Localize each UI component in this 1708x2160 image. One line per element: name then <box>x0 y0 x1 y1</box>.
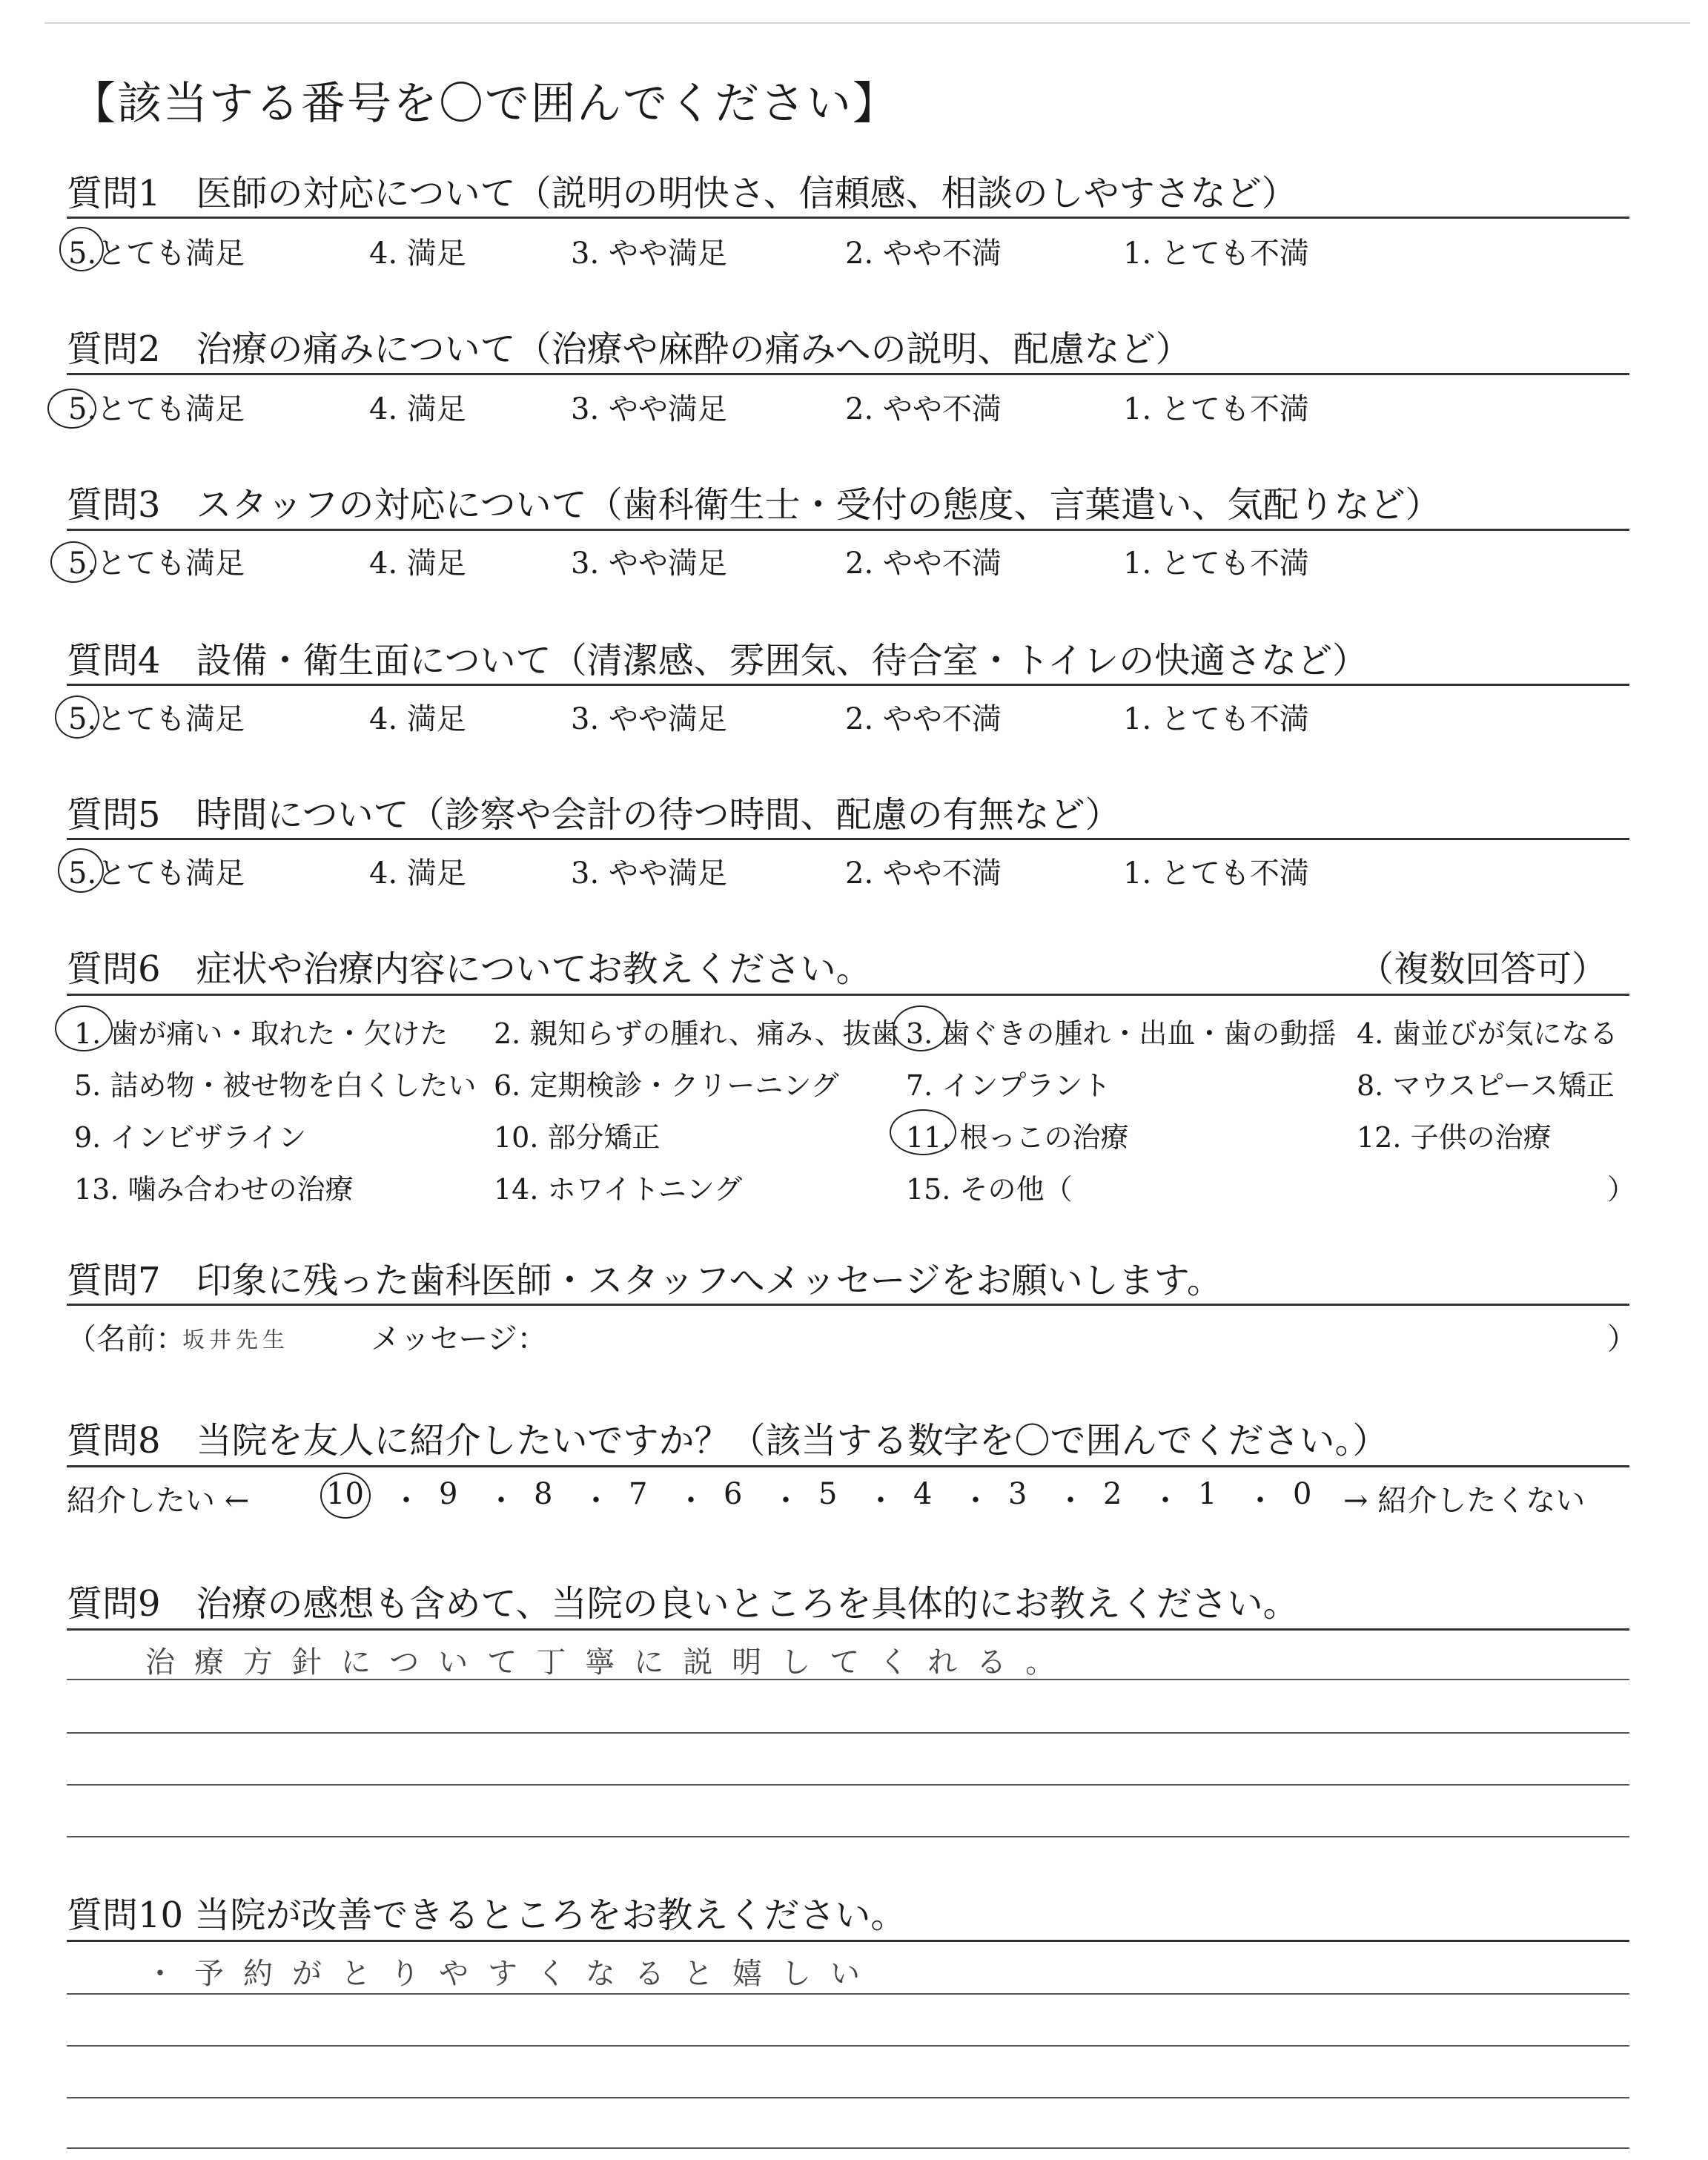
q9-handwritten-answer[interactable]: 治療方針について丁寧に説明してくれる。 <box>145 1645 1075 1680</box>
q10-handwritten-answer[interactable]: ・予約がとりやすくなると嬉しい <box>145 1957 879 1991</box>
q8-scale-4[interactable]: 4 <box>913 1477 933 1511</box>
q3-option-2[interactable]: 2. やや不満 <box>845 546 1002 581</box>
q4-option-3[interactable]: 3. やや満足 <box>571 702 727 736</box>
q1-option-1[interactable]: 1. とても不満 <box>1123 237 1309 271</box>
q7-message-label: メッセージ： <box>371 1322 547 1356</box>
q6-option-4[interactable]: 4. 歯並びが気になる <box>1357 1017 1618 1050</box>
question-10: 質問10 当院が改善できるところをお教えください。 <box>67 1895 907 1936</box>
q1-option-4[interactable]: 4. 満足 <box>369 237 466 271</box>
q6-option-3[interactable]: 3. 歯ぐきの腫れ・出血・歯の動揺 <box>906 1017 1337 1050</box>
q7-name-handwritten[interactable]: 坂井先生 <box>182 1327 289 1353</box>
q7-close-paren: ） <box>1607 1322 1637 1356</box>
q8-scale-0[interactable]: 0 <box>1293 1477 1312 1511</box>
q3-option-4[interactable]: 4. 満足 <box>369 546 466 581</box>
q10-answer-line <box>67 2097 1629 2098</box>
q8-left-label: 紹介したい ← <box>67 1484 250 1518</box>
q8-scale-10[interactable]: 10 <box>326 1477 364 1511</box>
q1-rule <box>67 217 1629 219</box>
question-2: 質問2 治療の痛みについて（治療や麻酔の痛みへの説明、配慮など） <box>67 328 1191 370</box>
q8-rule <box>67 1465 1629 1467</box>
scan-top-edge <box>44 22 1690 24</box>
q9-answer-line <box>67 1732 1629 1734</box>
q3-option-3[interactable]: 3. やや満足 <box>571 546 727 581</box>
q8-scale-6[interactable]: 6 <box>724 1477 743 1511</box>
q8-dot: ・ <box>961 1484 990 1518</box>
question-5: 質問5 時間について（診察や会計の待つ時間、配慮の有無など） <box>67 794 1121 836</box>
q4-option-5[interactable]: 5.とても満足 <box>68 702 245 736</box>
q6-option-15[interactable]: 15. その他（ <box>906 1173 1073 1206</box>
q4-option-4[interactable]: 4. 満足 <box>369 702 466 736</box>
q2-option-4[interactable]: 4. 満足 <box>369 392 466 426</box>
q2-option-2[interactable]: 2. やや不満 <box>845 392 1002 426</box>
form-title: 【該当する番号を〇で囲んでください】 <box>71 78 898 130</box>
q3-rule <box>67 529 1629 531</box>
question-7: 質問7 印象に残った歯科医師・スタッフへメッセージをお願いします。 <box>67 1260 1222 1301</box>
q9-rule <box>67 1628 1629 1631</box>
q8-scale-8[interactable]: 8 <box>534 1477 553 1511</box>
q8-dot: ・ <box>1245 1484 1275 1518</box>
q6-option-12[interactable]: 12. 子供の治療 <box>1357 1121 1552 1154</box>
q9-answer-line <box>67 1836 1629 1837</box>
q6-other-close: ） <box>1607 1173 1636 1206</box>
q3-option-5[interactable]: 5.とても満足 <box>68 546 245 581</box>
q10-answer-line <box>67 2045 1629 2047</box>
q8-dot: ・ <box>866 1484 896 1518</box>
q6-option-11[interactable]: 11. 根っこの治療 <box>906 1121 1129 1154</box>
q8-scale-7[interactable]: 7 <box>629 1477 648 1511</box>
q6-option-8[interactable]: 8. マウスピース矯正 <box>1357 1069 1615 1102</box>
q6-option-10[interactable]: 10. 部分矯正 <box>494 1121 661 1154</box>
q7-name-label: （名前： <box>67 1322 185 1356</box>
q8-dot: ・ <box>1151 1484 1180 1518</box>
q1-option-3[interactable]: 3. やや満足 <box>571 237 727 271</box>
question-9: 質問9 治療の感想も含めて、当院の良いところを具体的にお教えください。 <box>67 1583 1299 1625</box>
question-6: 質問6 症状や治療内容についてお教えください。 <box>67 948 872 990</box>
q2-option-3[interactable]: 3. やや満足 <box>571 392 727 426</box>
q8-dot: ・ <box>391 1484 421 1518</box>
q4-option-1[interactable]: 1. とても不満 <box>1123 702 1309 736</box>
q1-option-5[interactable]: 5.とても満足 <box>68 237 245 271</box>
q2-option-1[interactable]: 1. とても不満 <box>1123 392 1309 426</box>
q2-option-5[interactable]: 5.とても満足 <box>68 392 245 426</box>
q7-rule <box>67 1304 1629 1306</box>
q3-option-1[interactable]: 1. とても不満 <box>1123 546 1309 581</box>
q8-scale-3[interactable]: 3 <box>1008 1477 1027 1511</box>
q6-rule <box>67 994 1629 996</box>
q8-dot: ・ <box>676 1484 706 1518</box>
q6-option-1[interactable]: 1. 歯が痛い・取れた・欠けた <box>74 1017 448 1050</box>
q1-option-2[interactable]: 2. やや不満 <box>845 237 1002 271</box>
q5-option-4[interactable]: 4. 満足 <box>369 856 466 891</box>
q6-option-9[interactable]: 9. インビザライン <box>74 1121 307 1154</box>
q6-option-13[interactable]: 13. 噛み合わせの治療 <box>74 1173 354 1206</box>
q8-right-label: → 紹介したくない <box>1343 1484 1586 1518</box>
q8-dot: ・ <box>486 1484 516 1518</box>
q6-option-14[interactable]: 14. ホワイトニング <box>494 1173 743 1206</box>
q10-rule <box>67 1940 1629 1942</box>
q5-option-5[interactable]: 5.とても満足 <box>68 856 245 891</box>
q8-scale-9[interactable]: 9 <box>439 1477 458 1511</box>
q8-scale-2[interactable]: 2 <box>1103 1477 1122 1511</box>
q9-answer-line <box>67 1784 1629 1786</box>
q6-option-7[interactable]: 7. インプラント <box>906 1069 1111 1102</box>
q5-rule <box>67 838 1629 840</box>
q8-dot: ・ <box>581 1484 611 1518</box>
q4-rule <box>67 684 1629 686</box>
q10-answer-line <box>67 1993 1629 1995</box>
q10-answer-line <box>67 2147 1629 2149</box>
q5-option-1[interactable]: 1. とても不満 <box>1123 856 1309 891</box>
q4-option-2[interactable]: 2. やや不満 <box>845 702 1002 736</box>
q6-option-2[interactable]: 2. 親知らずの腫れ、痛み、抜歯 <box>494 1017 899 1050</box>
q6-multiple-answer-note: （複数回答可） <box>1358 948 1608 990</box>
q5-option-2[interactable]: 2. やや不満 <box>845 856 1002 891</box>
q6-option-6[interactable]: 6. 定期検診・クリーニング <box>494 1069 839 1102</box>
question-3: 質問3 スタッフの対応について（歯科衛生士・受付の態度、言葉遣い、気配りなど） <box>67 484 1441 526</box>
q8-scale-1[interactable]: 1 <box>1198 1477 1217 1511</box>
q2-rule <box>67 373 1629 375</box>
question-8: 質問8 当院を友人に紹介したいですか？（該当する数字を〇で囲んでください。） <box>67 1420 1388 1462</box>
q9-answer-line <box>67 1679 1629 1680</box>
question-1: 質問1 医師の対応について（説明の明快さ、信頼感、相談のしやすさなど） <box>67 173 1297 214</box>
q8-dot: ・ <box>771 1484 801 1518</box>
q8-dot: ・ <box>1056 1484 1085 1518</box>
q8-scale-5[interactable]: 5 <box>818 1477 838 1511</box>
question-4: 質問4 設備・衛生面について（清潔感、雰囲気、待合室・トイレの快適さなど） <box>67 640 1368 681</box>
q6-option-5[interactable]: 5. 詰め物・被せ物を白くしたい <box>74 1069 477 1102</box>
q5-option-3[interactable]: 3. やや満足 <box>571 856 727 891</box>
